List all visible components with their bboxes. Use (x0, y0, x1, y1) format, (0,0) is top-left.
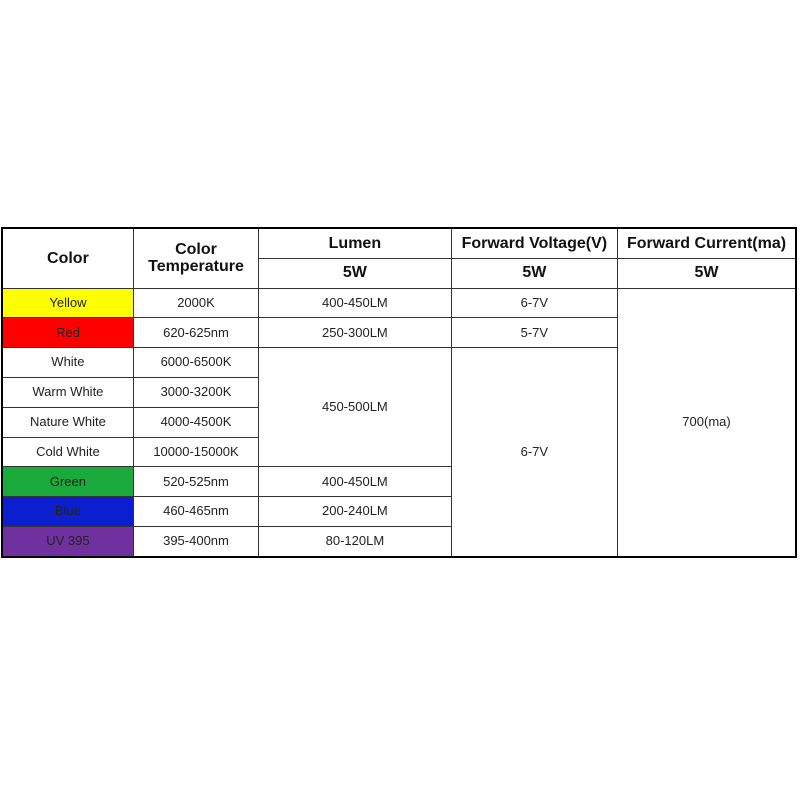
color-cell: Blue (2, 497, 133, 527)
temperature-cell: 2000K (133, 288, 258, 318)
color-cell: UV 395 (2, 526, 133, 556)
header-lumen-power: 5W (259, 258, 451, 288)
header-row-1 (2, 228, 796, 258)
color-cell: Green (2, 467, 133, 497)
header-voltage-power: 5W (451, 258, 617, 288)
current-cell: 700(ma) (618, 288, 796, 557)
temperature-cell: 4000-4500K (133, 407, 258, 437)
color-cell: Warm White (2, 377, 133, 407)
temperature-cell: 520-525nm (133, 467, 258, 497)
table-row (2, 288, 796, 318)
lumen-cell: 250-300LM (259, 318, 451, 348)
temperature-cell: 620-625nm (133, 318, 258, 348)
header-lumen: Lumen (259, 228, 451, 258)
lumen-cell: 200-240LM (259, 497, 451, 527)
color-cell: Yellow (2, 288, 133, 318)
header-forward-voltage: Forward Voltage(V) (451, 228, 617, 258)
header-current-power: 5W (618, 258, 796, 288)
voltage-cell: 6-7V (451, 348, 617, 557)
temperature-cell: 6000-6500K (133, 348, 258, 378)
color-cell: White (2, 348, 133, 378)
temperature-cell: 460-465nm (133, 497, 258, 527)
temperature-cell: 3000-3200K (133, 377, 258, 407)
voltage-cell: 6-7V (451, 288, 617, 318)
color-cell: Red (2, 318, 133, 348)
lumen-cell: 400-450LM (259, 467, 451, 497)
temperature-cell: 10000-15000K (133, 437, 258, 467)
temperature-cell: 395-400nm (133, 526, 258, 556)
color-cell: Nature White (2, 407, 133, 437)
led-spec-table (1, 227, 797, 558)
lumen-cell: 80-120LM (259, 526, 451, 556)
header-color: Color (2, 228, 133, 288)
voltage-cell: 5-7V (451, 318, 617, 348)
lumen-cell: 450-500LM (259, 348, 451, 467)
header-forward-current: Forward Current(ma) (618, 228, 796, 258)
header-color-temperature: Color Temperature (133, 228, 258, 288)
color-cell: Cold White (2, 437, 133, 467)
lumen-cell: 400-450LM (259, 288, 451, 318)
